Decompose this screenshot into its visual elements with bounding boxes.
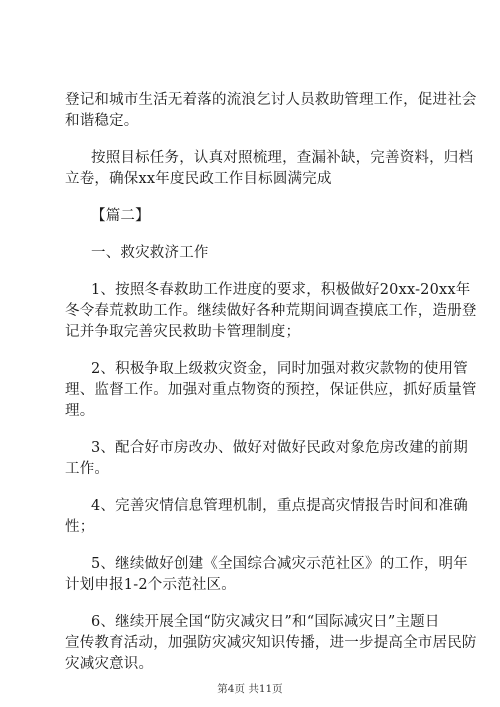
text-line: 按照目标任务，认真对照梳理，查漏补缺，完善资料，归档	[91, 150, 474, 166]
text-line: 灾减灾意识。	[65, 656, 154, 672]
paragraph	[65, 148, 474, 190]
paragraph	[65, 612, 477, 675]
text-line: 宣传教育活动，加强防灾减灾知识传播，进一步提高全市居民防	[65, 635, 477, 651]
text-line: 6、继续开展全国“防灾减灾日”和“国际减灾日”主题日	[91, 614, 440, 630]
text-line: 计划申报1-2个示范社区。	[65, 577, 236, 593]
text-line: 登记和城市生活无着落的流浪乞讨人员救助管理工作，促进社会	[65, 92, 477, 108]
section-heading	[65, 206, 450, 227]
paragraph	[65, 359, 477, 422]
page-number-footer: 第4页 共11页	[217, 683, 283, 695]
paragraph	[65, 438, 468, 480]
text-line: 理、监督工作。加强对重点物资的预控，保证供应，抓好质量管	[65, 382, 477, 398]
text-line: 性；	[65, 519, 95, 535]
text-line: 理。	[65, 403, 95, 419]
text-line: 1、按照冬春救助工作进度的要求，积极做好20xx-20xx年	[91, 282, 471, 298]
text-line: 立卷，确保xx年度民政工作目标圆满完成	[65, 171, 332, 187]
text-line: 3、配合好市房改办、做好对做好民政对象危房改建的前期	[91, 440, 468, 456]
text-line: 记并争取完善灾民救助卡管理制度；	[65, 324, 301, 340]
text-line: 一、救灾救济工作	[91, 245, 209, 261]
paragraph	[65, 496, 468, 538]
paragraph	[65, 90, 477, 132]
text-line: 2、积极争取上级救灾资金，同时加强对救灾款物的使用管	[91, 361, 468, 377]
text-line: 5、继续做好创建《全国综合减灾示范社区》的工作，明年	[91, 556, 468, 572]
paragraph	[65, 554, 468, 596]
text-line: 和谐稳定。	[65, 113, 139, 129]
text-line: 4、完善灾情信息管理机制，重点提高灾情报告时间和准确	[91, 498, 468, 514]
text-line: 【篇二】	[91, 208, 150, 224]
document-body	[65, 90, 477, 675]
subsection-heading	[65, 243, 450, 264]
paragraph	[65, 280, 477, 343]
text-line: 工作。	[65, 461, 110, 477]
text-line: 冬令春荒救助工作。继续做好各种荒期间调查摸底工作，造册登	[65, 303, 477, 319]
